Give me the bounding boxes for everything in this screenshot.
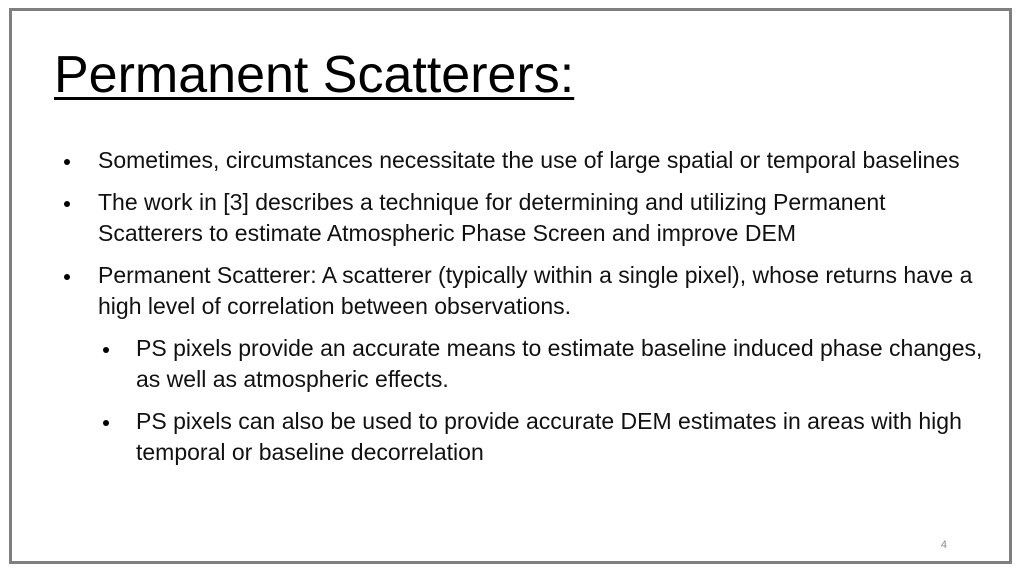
bullet-text: Sometimes, circumstances necessitate the use of large spatial or temporal baselines — [98, 147, 960, 173]
bullet-text: The work in [3] describes a technique for determining and utilizing Permanent Scatterers to estimate Atmospheric Phase Screen and improve DEM — [98, 189, 886, 246]
sub-bullet-text: PS pixels provide an accurate means to estimate baseline induced phase changes, as well as atmospheric effects. — [136, 335, 983, 392]
sub-bullet-item — [56, 333, 986, 395]
slide-title: Permanent Scatterers: — [54, 46, 575, 104]
slide-frame — [9, 8, 1012, 564]
bullet-dot-icon — [64, 274, 70, 280]
bullet-text: Permanent Scatterer: A scatterer (typically within a single pixel), whose returns have a high level of correlation between observations. — [98, 262, 973, 319]
bullet-list — [56, 145, 986, 479]
bullet-dot-icon — [103, 347, 109, 353]
bullet-dot-icon — [103, 420, 109, 426]
sub-bullet-text: PS pixels can also be used to provide accurate DEM estimates in areas with high temporal or baseline decorrelation — [136, 408, 962, 465]
bullet-item — [56, 145, 986, 176]
sub-bullet-item — [56, 406, 986, 468]
bullet-item — [56, 260, 986, 322]
bullet-item — [56, 187, 986, 249]
bullet-dot-icon — [64, 159, 70, 165]
page-number: 4 — [940, 539, 947, 551]
bullet-dot-icon — [64, 201, 70, 207]
